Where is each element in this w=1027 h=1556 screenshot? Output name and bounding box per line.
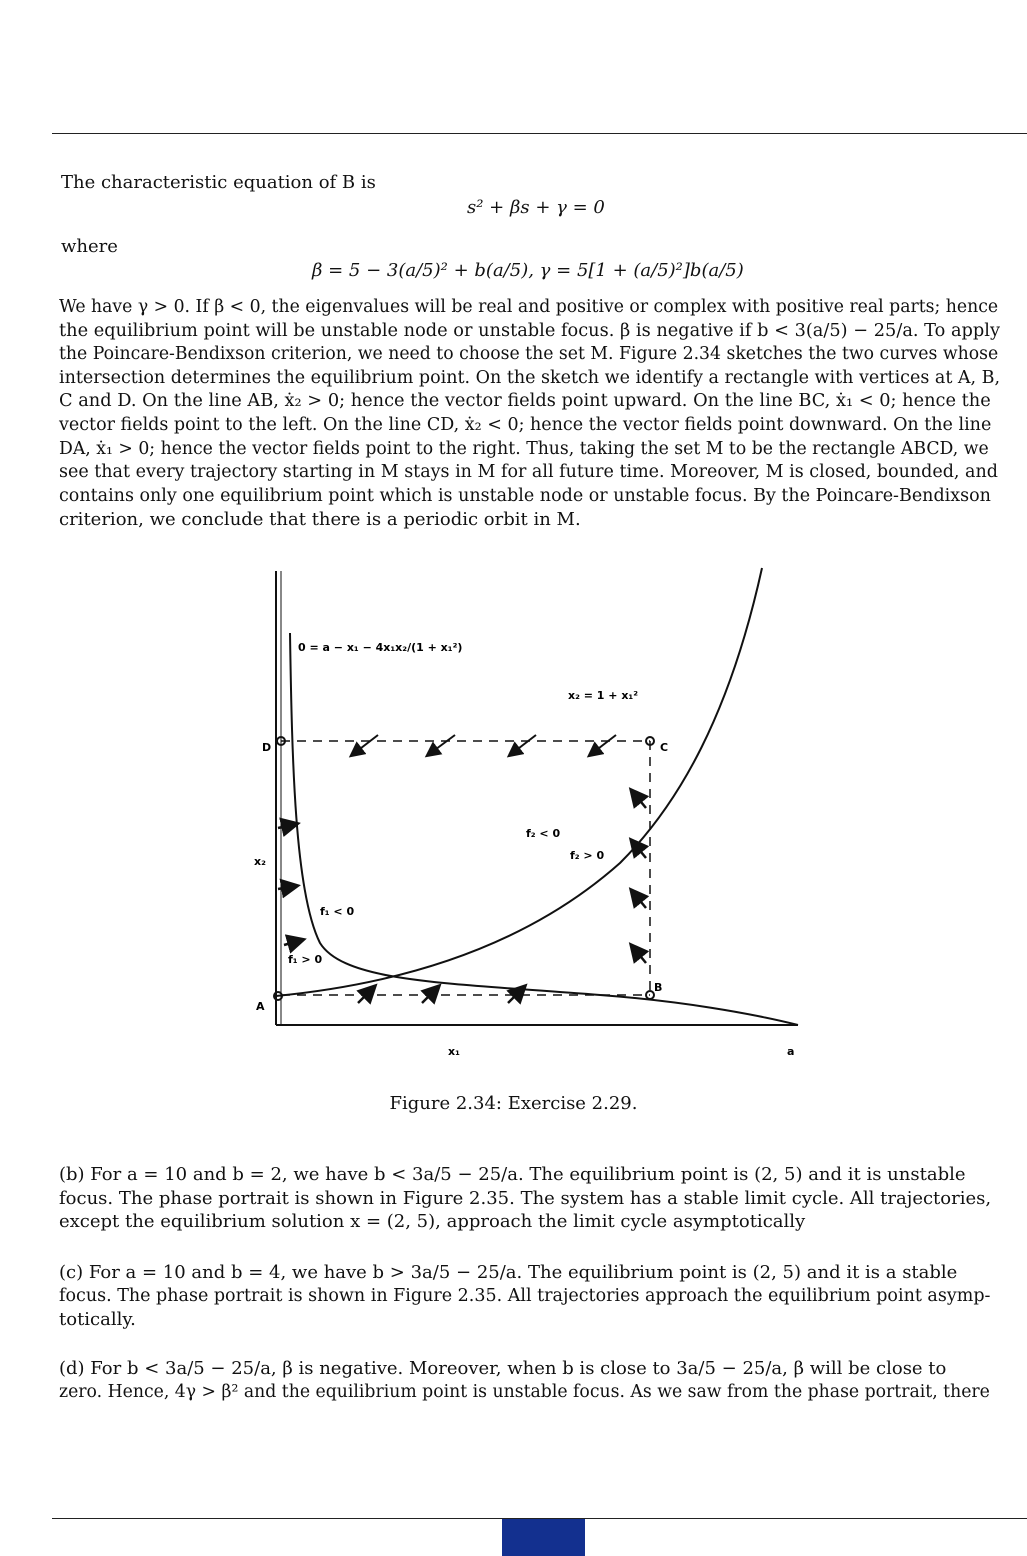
arrow-left-bc xyxy=(632,791,646,808)
text-line: vector fields point to the left. On the line CD, ẋ₂ < 0; hence the vector fields point downward. On the line xyxy=(59,414,992,435)
paragraph-part-b xyxy=(59,1163,1001,1234)
f1-positive-label: f₁ > 0 xyxy=(288,953,323,966)
text-line: contains only one equilibrium point which is unstable node or unstable focus. By the Poincare-Bendixson xyxy=(59,485,991,506)
f2-negative-label: f₂ < 0 xyxy=(526,827,561,840)
paragraph-poincare-bendixson xyxy=(59,296,1001,532)
text-line: focus. The phase portrait is shown in Figure 2.35. The system has a stable limit cycle. All trajectories, xyxy=(59,1187,992,1209)
arrow-down-cd xyxy=(510,735,536,755)
text-line: see that every trajectory starting in M stays in M for all future time. Moreover, M is closed, bounded, and xyxy=(59,462,998,483)
arrow-up-ab xyxy=(422,987,438,1003)
intro-line: The characteristic equation of B is xyxy=(61,172,376,193)
where-label: where xyxy=(61,236,118,257)
text-line: We have γ > 0. If β < 0, the eigenvalues will be real and positive or complex with positive real parts; hence xyxy=(59,297,999,317)
f1-negative-label: f₁ < 0 xyxy=(320,905,355,918)
nullcline-f2 xyxy=(276,568,762,996)
text-line: focus. The phase portrait is shown in Figure 2.35. All trajectories approach the equilibrium point asymp- xyxy=(59,1285,991,1306)
y-axis-label: x₂ xyxy=(254,855,266,868)
x-axis-label: x₁ xyxy=(448,1045,460,1058)
figure-phase-sketch xyxy=(250,563,810,1073)
text-line: (b) For a = 10 and b = 2, we have b < 3a/5 − 25/a. The equilibrium point is (2, 5) and it is unstable xyxy=(59,1164,966,1185)
text-line: intersection determines the equilibrium point. On the sketch we identify a rectangle with vertices at A, B, xyxy=(59,367,1001,388)
paragraph-part-d xyxy=(59,1357,1001,1404)
vertex-label-C: C xyxy=(660,741,669,754)
text-line: DA, ẋ₁ > 0; hence the vector fields point to the right. Thus, taking the set M to be the rectangle ABCD, we xyxy=(59,438,989,459)
arrow-down-cd xyxy=(428,735,455,755)
text-line: zero. Hence, 4γ > β² and the equilibrium point is unstable focus. As we saw from the phase portrait, there xyxy=(59,1381,990,1402)
arrow-left-bc xyxy=(632,946,646,963)
arrow-up-ab xyxy=(358,987,374,1003)
text-line: C and D. On the line AB, ẋ₂ > 0; hence the vector fields point upward. On the line BC, ẋ₁ < 0; hence the xyxy=(59,391,991,412)
curve2-label: x₂ = 1 + x₁² xyxy=(568,689,639,702)
page-number-box xyxy=(502,1519,585,1556)
curve1-label: 0 = a − x₁ − 4x₁x₂/(1 + x₁²) xyxy=(298,641,463,654)
header-rule xyxy=(52,133,1027,134)
arrow-down-cd xyxy=(590,735,616,755)
arrow-right-da xyxy=(284,940,302,945)
text-line: the Poincare-Bendixson criterion, we need to choose the set M. Figure 2.34 sketches the two curves whose xyxy=(59,344,999,365)
text-line: the equilibrium point will be unstable node or unstable focus. β is negative if b < 3(a/5) − 25/a. To apply xyxy=(59,320,1000,341)
text-line: criterion, we conclude that there is a periodic orbit in M. xyxy=(59,509,581,531)
paragraph-part-c xyxy=(59,1261,1001,1332)
vertex-label-D: D xyxy=(262,741,272,754)
x-axis-end-label: a xyxy=(787,1045,795,1058)
beta-gamma-definition: β = 5 − 3(a/5)² + b(a/5), γ = 5[1 + (a/5)²]b(a/5) xyxy=(312,260,744,281)
text-line: (d) For b < 3a/5 − 25/a, β is negative. Moreover, when b is close to 3a/5 − 25/a, β will be close to xyxy=(59,1358,947,1379)
text-line: except the equilibrium solution x = (2, 5), approach the limit cycle asymptotically xyxy=(59,1211,806,1233)
text-line: totically. xyxy=(59,1309,136,1331)
figure-caption: Figure 2.34: Exercise 2.29. xyxy=(389,1093,638,1114)
f2-positive-label: f₂ > 0 xyxy=(570,849,605,862)
vertex-label-B: B xyxy=(654,981,663,994)
text-line: (c) For a = 10 and b = 4, we have b > 3a/5 − 25/a. The equilibrium point is (2, 5) and it is a stable xyxy=(59,1262,958,1283)
vertex-label-A: A xyxy=(256,1000,265,1013)
arrow-left-bc xyxy=(632,891,646,908)
characteristic-equation: s² + βs + γ = 0 xyxy=(467,197,605,218)
arrow-down-cd xyxy=(352,735,378,755)
